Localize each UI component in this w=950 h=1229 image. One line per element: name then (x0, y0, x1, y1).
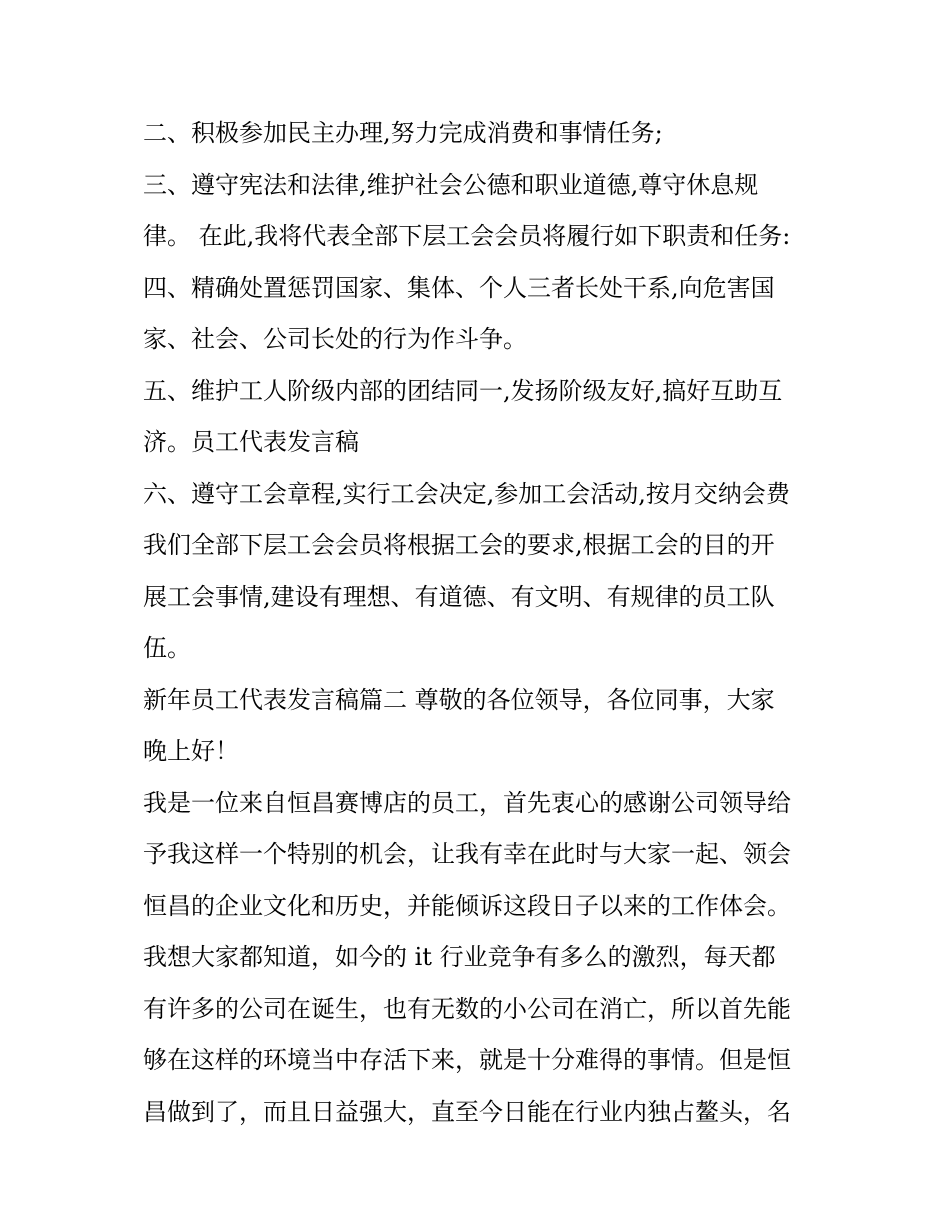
text-line: 晚上好！ (143, 737, 239, 765)
text-line: 我想大家都知道，如今的 it 行业竞争有多么的激烈，每天都 (143, 943, 776, 971)
text-line: 律。 在此,我将代表全部下层工会会员将履行如下职责和任务: (143, 222, 791, 250)
text-line: 伍。 (143, 634, 191, 662)
text-line: 二、积极参加民主办理,努力完成消费和事情任务; (143, 119, 663, 147)
document-body (143, 108, 823, 1138)
text-line: 家、社会、公司长处的行为作斗争。 (143, 325, 527, 353)
text-line: 济。员工代表发言稿 (143, 428, 359, 456)
text-line: 有许多的公司在诞生，也有无数的小公司在消亡，所以首先能 (143, 994, 791, 1023)
text-line: 五、维护工人阶级内部的团结同一,发扬阶级友好,搞好互助互 (143, 376, 783, 405)
text-line: 恒昌的企业文化和历史，并能倾诉这段日子以来的工作体会。 (143, 891, 791, 920)
text-line: 予我这样一个特别的机会，让我有幸在此时与大家一起、领会 (143, 840, 791, 868)
text-line: 展工会事情,建设有理想、有道德、有文明、有规律的员工队 (143, 582, 775, 611)
text-line: 我们全部下层工会会员将根据工会的要求,根据工会的目的开 (143, 531, 775, 559)
text-line: 四、精确处置惩罚国家、集体、个人三者长处干系,向危害国 (143, 273, 775, 302)
text-line: 我是一位来自恒昌赛博店的员工，首先衷心的感谢公司领导给 (143, 788, 791, 817)
text-line: 六、遵守工会章程,实行工会决定,参加工会活动,按月交纳会费 (143, 479, 790, 508)
section-heading-line: 新年员工代表发言稿篇二 尊敬的各位领导，各位同事，大家 (143, 685, 775, 714)
text-line: 够在这样的环境当中存活下来，就是十分难得的事情。但是恒 (143, 1046, 791, 1074)
text-line: 三、遵守宪法和法律,维护社会公德和职业道德,尊守休息规 (143, 170, 759, 199)
text-line: 昌做到了，而且日益强大，直至今日能在行业内独占鳌头，名 (143, 1097, 791, 1126)
